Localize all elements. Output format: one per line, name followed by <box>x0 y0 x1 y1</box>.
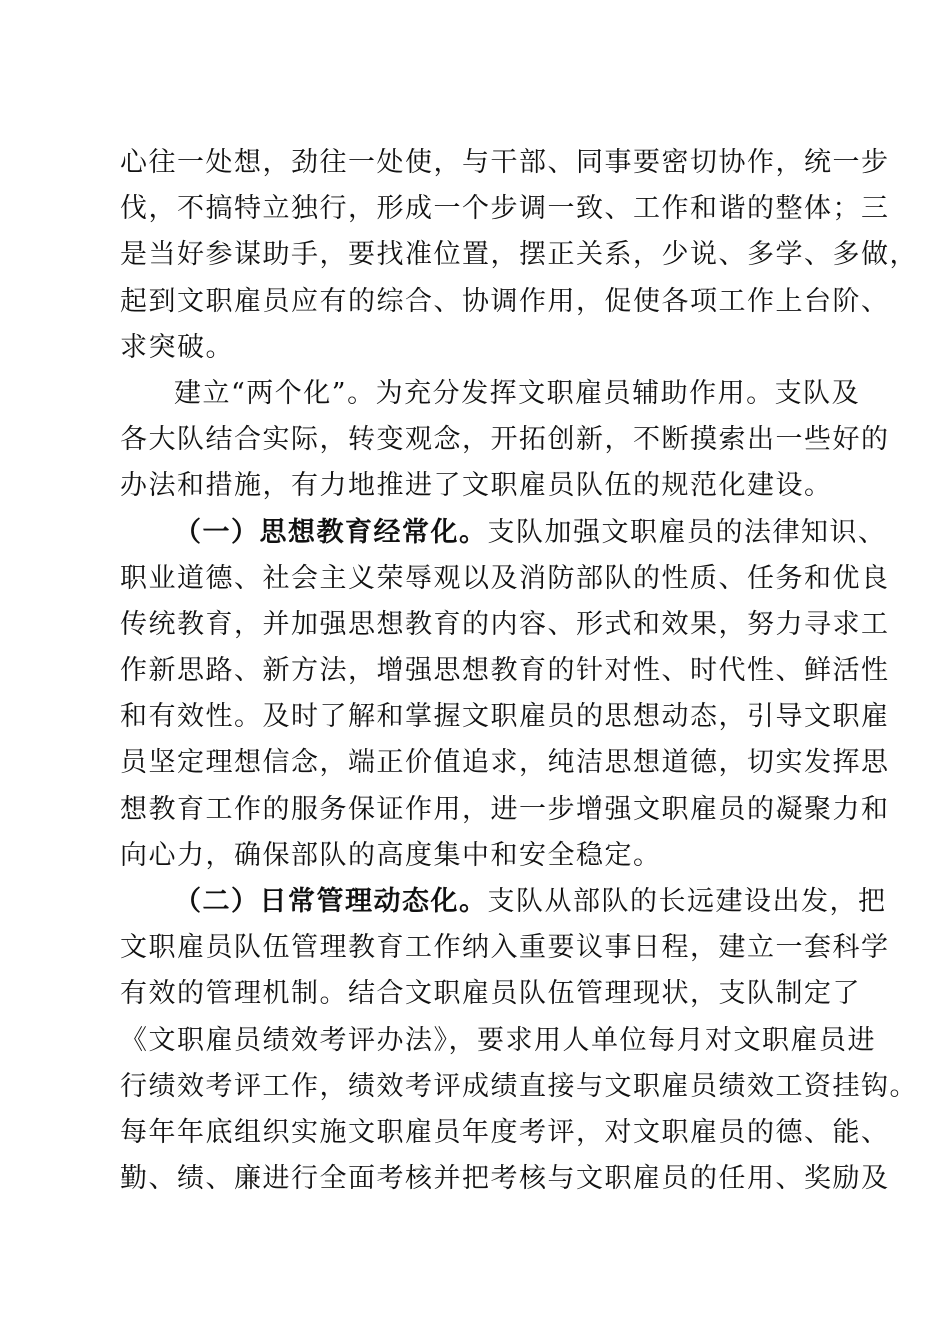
text-line: 行绩效考评工作，绩效考评成绩直接与文职雇员绩效工资挂钩。 <box>120 1070 918 1102</box>
text-line: 职业道德、社会主义荣辱观以及消防部队的性质、任务和优良 <box>120 562 890 594</box>
paragraph-two-modernizations <box>120 371 890 510</box>
text-line: 每年年底组织实施文职雇员年度考评，对文职雇员的德、能、 <box>120 1116 890 1148</box>
text-line: 《文职雇员绩效考评办法》，要求用人单位每月对文职雇员进 <box>120 1024 876 1056</box>
text-line <box>120 879 887 925</box>
document-body <box>120 140 918 1202</box>
text-line: 各大队结合实际，转变观念，开拓创新，不断摸索出一些好的 <box>120 424 890 456</box>
text-line: 是当好参谋助手，要找准位置，摆正关系，少说、多学、多做， <box>120 239 918 271</box>
paragraph-continuation <box>120 140 918 371</box>
text-line: 伐，不搞特立独行，形成一个步调一致、工作和谐的整体；三 <box>120 193 890 225</box>
text-line: 作新思路、新方法，增强思想教育的针对性、时代性、鲜活性 <box>120 655 890 687</box>
text-line: 员坚定理想信念，端正价值追求，纯洁思想道德，切实发挥思 <box>120 747 890 779</box>
text-line: 传统教育，并加强思想教育的内容、形式和效果，努力寻求工 <box>120 608 890 640</box>
paragraph-ideological-education <box>120 510 890 880</box>
text-run: 支队加强文职雇员的法律知识、 <box>487 516 887 548</box>
section-heading: （一）思想教育经常化。 <box>174 516 488 548</box>
text-line: 向心力，确保部队的高度集中和安全稳定。 <box>120 839 662 871</box>
paragraph-daily-management <box>120 879 918 1202</box>
text-line: 勤、绩、廉进行全面考核并把考核与文职雇员的任用、奖励及 <box>120 1163 890 1195</box>
text-line: 起到文职雇员应有的综合、协调作用，促使各项工作上台阶、 <box>120 285 890 317</box>
text-line: 办法和措施，有力地推进了文职雇员队伍的规范化建设。 <box>120 470 833 502</box>
section-heading: （二）日常管理动态化。 <box>174 886 488 917</box>
text-run: 支队从部队的长远建设出发，把 <box>487 886 887 917</box>
text-line <box>120 510 887 556</box>
text-line: 和有效性。及时了解和掌握文职雇员的思想动态，引导文职雇 <box>120 701 890 733</box>
text-line: 心往一处想，劲往一处使，与干部、同事要密切协作，统一步 <box>120 147 890 178</box>
text-line: 建立“两个化”。为充分发挥文职雇员辅助作用。支队及 <box>174 377 861 409</box>
text-line: 有效的管理机制。结合文职雇员队伍管理现状，支队制定了 <box>120 978 861 1010</box>
text-line: 文职雇员队伍管理教育工作纳入重要议事日程，建立一套科学 <box>120 932 890 964</box>
text-line: 想教育工作的服务保证作用，进一步增强文职雇员的凝聚力和 <box>120 793 890 825</box>
text-line: 求突破。 <box>120 331 234 363</box>
